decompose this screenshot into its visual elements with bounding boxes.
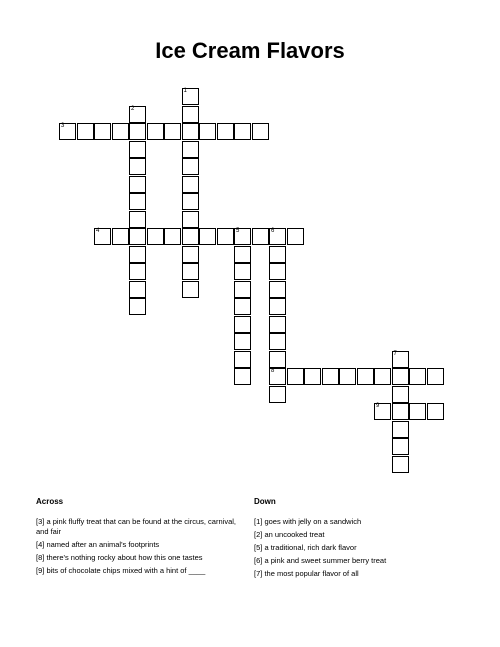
- cell-number: 4: [96, 228, 100, 234]
- crossword-cell[interactable]: [182, 176, 199, 193]
- clue-down-2: [254, 530, 444, 540]
- crossword-cell[interactable]: [234, 123, 251, 140]
- clue-text: a pink fluffy treat that can be found at the circus, carnival, and fair: [36, 517, 236, 536]
- clue-text: a traditional, rich dark flavor: [264, 543, 357, 552]
- crossword-cell[interactable]: [427, 403, 444, 420]
- clue-text: a pink and sweet summer berry treat: [264, 556, 387, 565]
- crossword-cell[interactable]: [234, 263, 251, 280]
- crossword-cell[interactable]: [182, 88, 199, 105]
- clue-text: there's nothing rocky about how this one tastes: [46, 553, 203, 562]
- clue-down-7: [254, 569, 444, 579]
- clue-text: named after an animal's footprints: [46, 540, 160, 549]
- crossword-cell[interactable]: [392, 368, 409, 385]
- crossword-cell[interactable]: [234, 298, 251, 315]
- crossword-cell[interactable]: [269, 298, 286, 315]
- clue-across-9: [36, 566, 236, 576]
- crossword-cell[interactable]: [182, 123, 199, 140]
- crossword-cell[interactable]: [357, 368, 374, 385]
- crossword-cell[interactable]: [147, 228, 164, 245]
- crossword-cell[interactable]: [409, 403, 426, 420]
- crossword-cell[interactable]: [164, 123, 181, 140]
- cell-number: 5: [236, 228, 240, 234]
- clue-number: [5]: [254, 543, 263, 552]
- crossword-cell[interactable]: [392, 421, 409, 438]
- crossword-cell[interactable]: [269, 246, 286, 263]
- crossword-cell[interactable]: [182, 193, 199, 210]
- crossword-cell[interactable]: [269, 351, 286, 368]
- crossword-cell[interactable]: [234, 228, 251, 245]
- crossword-cell[interactable]: [129, 176, 146, 193]
- crossword-cell[interactable]: [287, 228, 304, 245]
- clue-across-3: [36, 517, 236, 537]
- crossword-cell[interactable]: [269, 368, 286, 385]
- clue-number: [6]: [254, 556, 263, 565]
- clue-text: bits of chocolate chips mixed with a hint of ____: [46, 566, 206, 575]
- crossword-cell[interactable]: [234, 246, 251, 263]
- crossword-cell[interactable]: [392, 403, 409, 420]
- crossword-cell[interactable]: [427, 368, 444, 385]
- clue-number: [4]: [36, 540, 45, 549]
- crossword-cell[interactable]: [374, 368, 391, 385]
- crossword-cell[interactable]: [77, 123, 94, 140]
- crossword-cell[interactable]: [112, 228, 129, 245]
- crossword-cell[interactable]: [322, 368, 339, 385]
- crossword-cell[interactable]: [392, 351, 409, 368]
- crossword-cell[interactable]: [304, 368, 321, 385]
- crossword-cell[interactable]: [182, 106, 199, 123]
- crossword-cell[interactable]: [129, 263, 146, 280]
- clue-number: [2]: [254, 530, 263, 539]
- crossword-cell[interactable]: [182, 158, 199, 175]
- crossword-cell[interactable]: [59, 123, 76, 140]
- crossword-cell[interactable]: [252, 123, 269, 140]
- puzzle-title: Ice Cream Flavors: [155, 38, 345, 63]
- across-heading: Across: [36, 497, 64, 506]
- crossword-cell[interactable]: [129, 193, 146, 210]
- down-heading: Down: [254, 497, 276, 506]
- crossword-cell[interactable]: [129, 211, 146, 228]
- crossword-cell[interactable]: [182, 246, 199, 263]
- clue-across-4: [36, 540, 236, 550]
- clue-down-1: [254, 517, 444, 527]
- clue-text: an uncooked treat: [264, 530, 325, 539]
- crossword-cell[interactable]: [129, 158, 146, 175]
- clue-down-6: [254, 556, 444, 566]
- crossword-cell[interactable]: [217, 228, 234, 245]
- crossword-cell[interactable]: [234, 281, 251, 298]
- crossword-cell[interactable]: [112, 123, 129, 140]
- crossword-cell[interactable]: [199, 228, 216, 245]
- clue-number: [1]: [254, 517, 263, 526]
- crossword-cell[interactable]: [129, 281, 146, 298]
- crossword-cell[interactable]: [269, 263, 286, 280]
- crossword-cell[interactable]: [269, 281, 286, 298]
- crossword-cell[interactable]: [94, 123, 111, 140]
- crossword-cell[interactable]: [234, 316, 251, 333]
- crossword-cell[interactable]: [129, 246, 146, 263]
- crossword-cell[interactable]: [234, 351, 251, 368]
- crossword-cell[interactable]: [182, 211, 199, 228]
- crossword-cell[interactable]: [182, 228, 199, 245]
- crossword-cell[interactable]: [252, 228, 269, 245]
- crossword-cell[interactable]: [199, 123, 216, 140]
- down-clues: [254, 497, 444, 582]
- crossword-cell[interactable]: [234, 368, 251, 385]
- crossword-cell[interactable]: [269, 316, 286, 333]
- clue-number: [7]: [254, 569, 263, 578]
- crossword-cell[interactable]: [234, 333, 251, 350]
- crossword-cell[interactable]: [269, 333, 286, 350]
- crossword-cell[interactable]: [392, 456, 409, 473]
- across-clues: [36, 497, 236, 579]
- clue-text: the most popular flavor of all: [264, 569, 359, 578]
- crossword-cell[interactable]: [129, 298, 146, 315]
- cell-number: 6: [271, 228, 275, 234]
- clue-text: goes with jelly on a sandwich: [264, 517, 362, 526]
- crossword-cell[interactable]: [129, 228, 146, 245]
- crossword-cell[interactable]: [182, 281, 199, 298]
- cell-number: 8: [271, 368, 275, 374]
- clue-number: [3]: [36, 517, 45, 526]
- crossword-cell[interactable]: [374, 403, 391, 420]
- clue-number: [8]: [36, 553, 45, 562]
- crossword-cell[interactable]: [409, 368, 426, 385]
- crossword-cell[interactable]: [129, 141, 146, 158]
- crossword-cell[interactable]: [392, 386, 409, 403]
- crossword-cell[interactable]: [94, 228, 111, 245]
- crossword-cell[interactable]: [269, 228, 286, 245]
- crossword-cell[interactable]: [129, 123, 146, 140]
- crossword-cell[interactable]: [269, 386, 286, 403]
- cell-number: 1: [183, 88, 187, 94]
- crossword-cell[interactable]: [339, 368, 356, 385]
- crossword-cell[interactable]: [392, 438, 409, 455]
- cell-number: 2: [131, 105, 135, 112]
- cell-number: 3: [61, 123, 65, 129]
- crossword-cell[interactable]: [147, 123, 164, 140]
- clue-across-8: [36, 553, 236, 563]
- crossword-cell[interactable]: [182, 263, 199, 280]
- crossword-cell[interactable]: [287, 368, 304, 385]
- crossword-cell[interactable]: [164, 228, 181, 245]
- crossword-cell[interactable]: [182, 141, 199, 158]
- clue-down-5: [254, 543, 444, 553]
- crossword-cell[interactable]: [129, 106, 146, 123]
- crossword-cell[interactable]: [217, 123, 234, 140]
- cell-number: 9: [376, 403, 380, 409]
- cell-number: 7: [393, 350, 397, 357]
- clue-number: [9]: [36, 566, 45, 575]
